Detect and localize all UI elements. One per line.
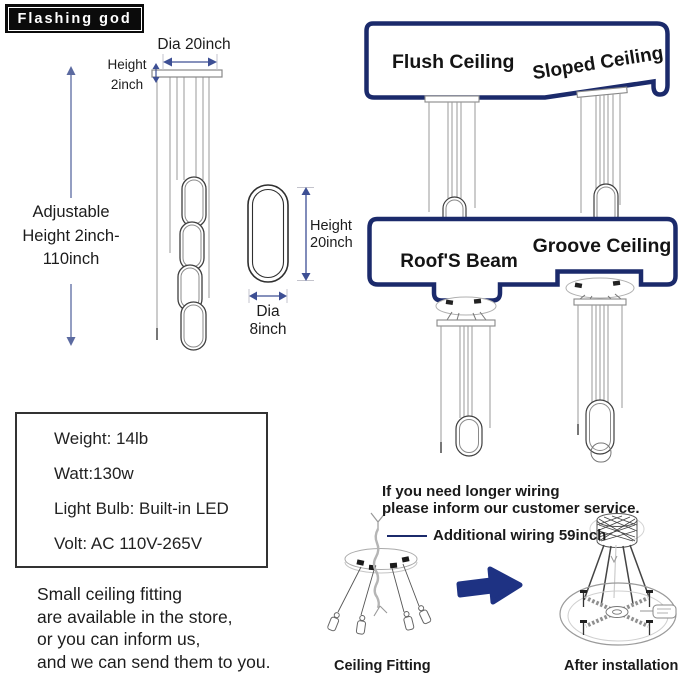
- brand-logo-frame: [8, 7, 142, 31]
- wiring-note-line2: please inform our customer service.: [382, 500, 640, 517]
- groove-pendant-drawing: [566, 278, 634, 462]
- note-line: Small ceiling fitting: [37, 584, 182, 604]
- adjustable-height-label: Adjustable Height 2inch-110inch: [22, 203, 120, 268]
- note-line: or you can inform us,: [37, 629, 201, 649]
- specs-box: [15, 412, 268, 568]
- ceiling-fitting-caption: Ceiling Fitting: [334, 658, 431, 674]
- groove-ceiling-label: Groove Ceiling: [532, 235, 672, 257]
- canopy-height-label: Height 2inch: [107, 57, 147, 92]
- note-line: are available in the store,: [37, 606, 233, 627]
- ceiling-fitting-drawing: [327, 512, 431, 634]
- wiring-note-line1: If you need longer wiring: [382, 483, 560, 500]
- dia20-dimension-arrow: [163, 54, 217, 70]
- brand-logo: [5, 4, 144, 33]
- shade-dia-label: Dia 8inch: [249, 303, 287, 338]
- additional-wiring-label: Additional wiring 59inch: [433, 527, 607, 544]
- spec-volt: Volt: AC 110V-265V: [54, 534, 203, 553]
- main-pendant-drawing: [152, 70, 222, 350]
- after-installation-drawing: [560, 502, 676, 645]
- spec-watt: Watt:130w: [54, 464, 134, 483]
- dia-20inch-label: Dia 20inch: [157, 36, 231, 53]
- shade-height-label: Height 20inch: [310, 218, 353, 251]
- sloped-pendant-drawing: [577, 87, 627, 228]
- after-installation-caption: After installation: [564, 658, 679, 674]
- right-arrow-icon: [459, 569, 520, 602]
- spec-weight: Weight: 14lb: [54, 429, 149, 448]
- flush-ceiling-label: Flush Ceiling: [392, 51, 515, 73]
- shade-detail-drawing: [248, 185, 314, 303]
- ceiling-fitting-note: [37, 583, 270, 673]
- brand-logo-text: Flashing god: [17, 10, 132, 27]
- spec-bulb: Light Bulb: Built-in LED: [54, 499, 229, 518]
- beam-pendant-drawing: [436, 297, 496, 456]
- roofs-beam-label: Roof'S Beam: [400, 251, 518, 272]
- sloped-ceiling-label: Sloped Ceiling: [531, 42, 665, 85]
- note-line: and we can send them to you.: [37, 651, 271, 672]
